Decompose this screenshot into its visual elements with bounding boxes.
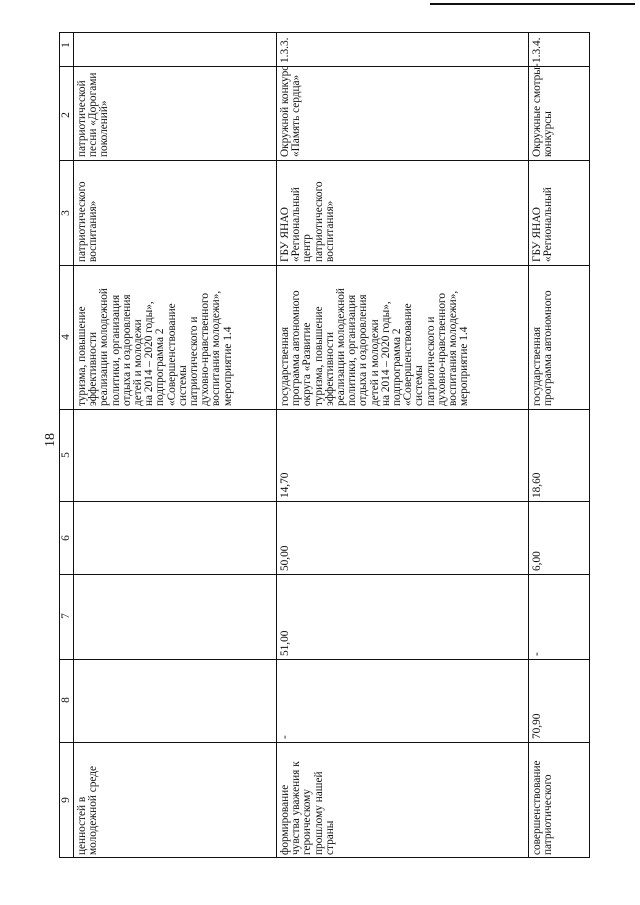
row-divider	[73, 33, 74, 857]
row3-col1: 1.3.4.	[531, 37, 543, 63]
row2-col1: 1.3.3.	[279, 37, 291, 63]
row-divider	[276, 33, 277, 857]
header-col-8: 8	[60, 697, 72, 703]
row3-col6: 6,00	[531, 551, 543, 571]
row3-col7: -	[531, 652, 543, 656]
row2-col6: 50,00	[279, 545, 291, 571]
row2-col9: формирование чувства уважения к героическому прошлому нашей страны	[279, 761, 336, 855]
col-divider	[60, 659, 589, 660]
col-divider	[60, 160, 589, 161]
row3-col5: 18,60	[531, 472, 543, 498]
row3-col9: совершенствование патриотического	[531, 760, 555, 855]
row3-col4: государственная программа автономного	[531, 290, 555, 406]
row2-col2: Окружной конкурс «Память сердца»	[279, 65, 303, 157]
row2-col7: 51,00	[279, 630, 291, 656]
row1-col3: патриотического воспитания»	[76, 181, 100, 262]
row1-col9: ценностей в молодежной среде	[76, 765, 100, 855]
row2-col8: -	[279, 735, 291, 739]
row2-col3: ГБУ ЯНАО «Региональный центр патриотического воспитания»	[279, 181, 336, 262]
col-divider	[60, 501, 589, 502]
col-divider	[60, 742, 589, 743]
row2-col4: государственная программа автономного округа «Развитие туризма, повышение эффективности реализации молодежной политики, организация отдыха и оздоровления детей и молодежи на 2014 – 2020 годы», подпрограмма 2 «Совершенствование системы патриотического и духовно-нравственного воспитания молодежи», мероприятие 1.4	[279, 288, 471, 406]
header-col-6: 6	[60, 535, 72, 541]
header-col-7: 7	[60, 613, 72, 619]
row2-col5: 14,70	[279, 472, 291, 498]
row3-col2: Окружные смотры- конкурсы	[531, 63, 555, 157]
col-divider	[60, 265, 589, 266]
top-rule	[430, 3, 635, 5]
header-col-3: 3	[60, 210, 72, 216]
row1-col4: туризма, повышение эффективности реализации молодежной политики, организация отдыха и оздоровления детей и молодежи на 2014 – 2020 годы», подпрограмма 2 «Совершенствование системы патриотического и духовно-нравственного воспитания молодежи», мероприятие 1.4	[76, 288, 234, 406]
row3-col3: ГБУ ЯНАО «Региональный	[531, 187, 555, 262]
header-col-5: 5	[60, 452, 72, 458]
header-col-9: 9	[60, 797, 72, 803]
page-number: 18	[43, 433, 58, 447]
header-col-1: 1	[60, 42, 72, 48]
row-divider	[528, 33, 529, 857]
header-col-2: 2	[60, 112, 72, 118]
data-table	[59, 32, 590, 858]
header-col-4: 4	[60, 334, 72, 340]
col-divider	[60, 66, 589, 67]
col-divider	[60, 574, 589, 575]
row1-col2: патриотической песни «Дорогами поколений»	[76, 72, 111, 157]
col-divider	[60, 409, 589, 410]
row3-col8: 70,90	[531, 713, 543, 739]
